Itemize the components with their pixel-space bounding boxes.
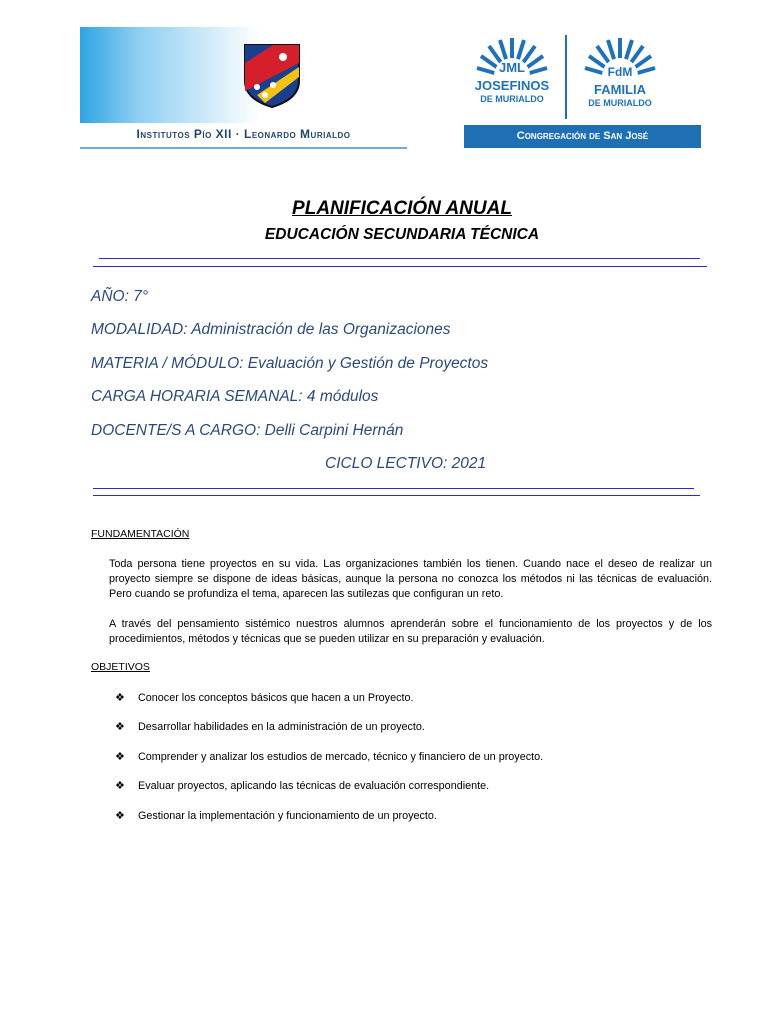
objective-text: Conocer los conceptos básicos que hacen a un Proyecto. xyxy=(138,692,414,704)
objective-text: Comprender y analizar los estudios de mercado, técnico y financiero de un proyecto. xyxy=(138,751,544,763)
diamond-bullet-icon: ❖ xyxy=(115,810,125,822)
rule-line xyxy=(93,495,700,496)
document-title: PLANIFICACIÓN ANUAL xyxy=(292,198,512,219)
diamond-bullet-icon: ❖ xyxy=(115,721,125,733)
diamond-bullet-icon: ❖ xyxy=(115,751,125,763)
congregation-bar: Congregación de San José xyxy=(464,125,701,148)
objective-text: Desarrollar habilidades en la administración de un proyecto. xyxy=(138,721,425,733)
fdm-abbr: FdM xyxy=(607,65,633,79)
info-subject: MATERIA / MÓDULO: Evaluación y Gestión de Proyectos xyxy=(91,355,489,372)
jml-sunburst-icon xyxy=(476,34,548,84)
list-item xyxy=(115,750,543,763)
jml-name: JOSEFINOS xyxy=(474,78,550,93)
info-modality: MODALIDAD: Administración de las Organizaciones xyxy=(91,321,451,338)
jml-subtitle: DE MURIALDO xyxy=(480,94,544,104)
rule-line xyxy=(93,266,707,267)
objective-text: Evaluar proyectos, aplicando las técnicas de evaluación correspondiente. xyxy=(138,780,490,792)
institution-name: Institutos Pío XII · Leonardo Murialdo xyxy=(136,127,351,141)
info-teacher: DOCENTE/S A CARGO: Delli Carpini Hernán xyxy=(91,422,404,439)
fundamentacion-heading: FUNDAMENTACIÓN xyxy=(91,528,190,540)
logo-divider xyxy=(565,35,567,119)
objetivos-heading: OBJETIVOS xyxy=(91,661,150,673)
fundamentacion-paragraph: A través del pensamiento sistémico nuestros alumnos aprenderán sobre el funcionamiento de los proyectos y de los procedimientos, métodos y técnicas que se pueden utilizar en su preparación y evaluación. xyxy=(109,618,712,645)
document-subtitle: EDUCACIÓN SECUNDARIA TÉCNICA xyxy=(264,226,540,243)
list-item xyxy=(115,720,425,733)
list-item xyxy=(115,809,437,822)
jml-abbr: JML xyxy=(499,60,525,75)
list-item xyxy=(115,691,414,704)
objective-text: Gestionar la implementación y funcionamiento de un proyecto. xyxy=(138,810,437,822)
diamond-bullet-icon: ❖ xyxy=(115,692,125,704)
school-crest-logo xyxy=(243,43,301,113)
fundamentacion-paragraph: Toda persona tiene proyectos en su vida. Las organizaciones también los tienen. Cuando nace el deseo de realizar un proyecto siempre se dispone de ideas básicas, aunque la persona no conozca los métodos ni las técnicas de evaluación. Pero cuando se profundiza el tema, aparecen las sutilezas que configuran un reto. xyxy=(109,558,712,600)
list-item xyxy=(115,779,489,792)
diamond-bullet-icon: ❖ xyxy=(115,780,125,792)
rule-line xyxy=(93,488,694,489)
fdm-subtitle: DE MURIALDO xyxy=(588,98,652,108)
fdm-name: FAMILIA xyxy=(594,82,646,97)
rule-line xyxy=(99,258,700,259)
info-hours: CARGA HORARIA SEMANAL: 4 módulos xyxy=(91,388,379,405)
info-year: AÑO: 7° xyxy=(91,288,149,305)
info-cycle: CICLO LECTIVO: 2021 xyxy=(325,455,487,472)
